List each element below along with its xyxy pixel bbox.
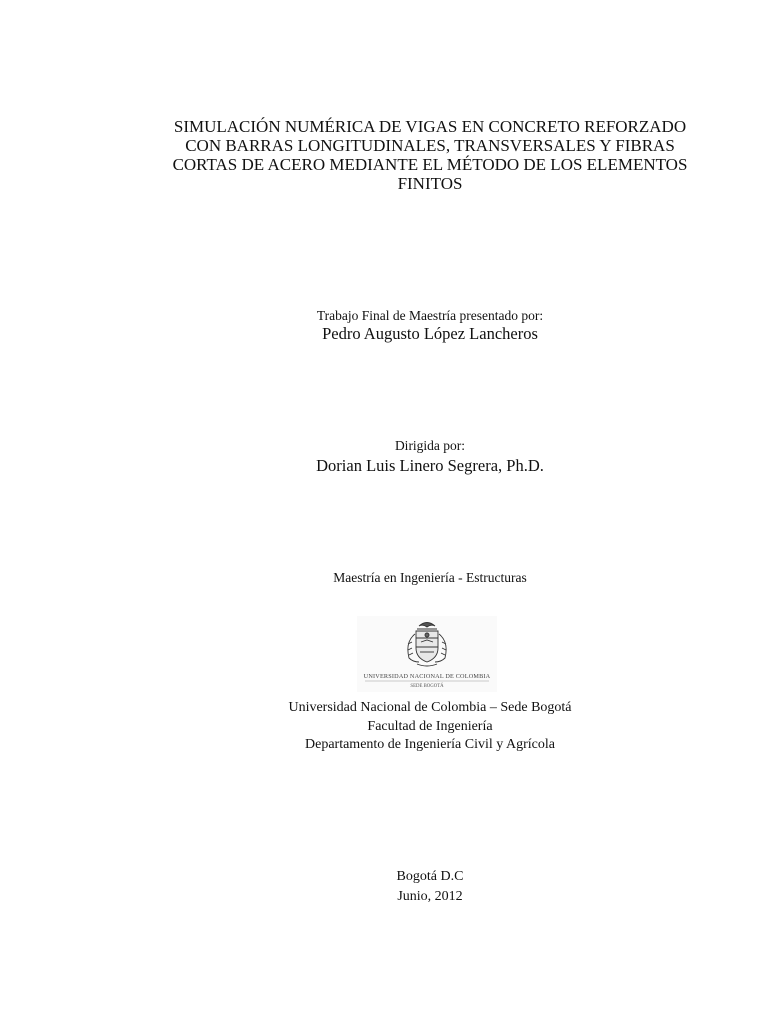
- date: Junio, 2012: [397, 889, 463, 904]
- author-name: Pedro Augusto López Lancheros: [322, 324, 538, 343]
- thesis-title: [120, 117, 740, 193]
- university-coat-of-arms-icon: [357, 616, 497, 692]
- university-logo: [357, 616, 497, 692]
- place: Bogotá D.C: [396, 869, 464, 884]
- institution-line: Universidad Nacional de Colombia – Sede Bogotá: [288, 700, 572, 715]
- title-line: SIMULACIÓN NUMÉRICA DE VIGAS EN CONCRETO REFORZADO: [173, 117, 687, 136]
- institution-line: Departamento de Ingeniería Civil y Agrícola: [305, 737, 555, 752]
- presented-by-label: Trabajo Final de Maestría presentado por:: [316, 308, 544, 323]
- director-name: Dorian Luis Linero Segrera, Ph.D.: [316, 456, 544, 475]
- place-date-block: [90, 867, 768, 907]
- logo-sub-text: SEDE BOGOTÁ: [410, 684, 444, 689]
- title-line: FINITOS: [397, 174, 463, 193]
- title-line: CON BARRAS LONGITUDINALES, TRANSVERSALES Y FIBRAS: [185, 136, 675, 155]
- program-name: Maestría en Ingeniería - Estructuras: [333, 570, 527, 585]
- institution-block: [90, 699, 768, 755]
- directed-by-label: Dirigida por:: [394, 438, 466, 453]
- institution-line: Facultad de Ingeniería: [367, 718, 493, 734]
- logo-main-text: UNIVERSIDAD NACIONAL DE COLOMBIA: [363, 673, 491, 680]
- title-line: CORTAS DE ACERO MEDIANTE EL MÉTODO DE LOS ELEMENTOS: [172, 155, 688, 174]
